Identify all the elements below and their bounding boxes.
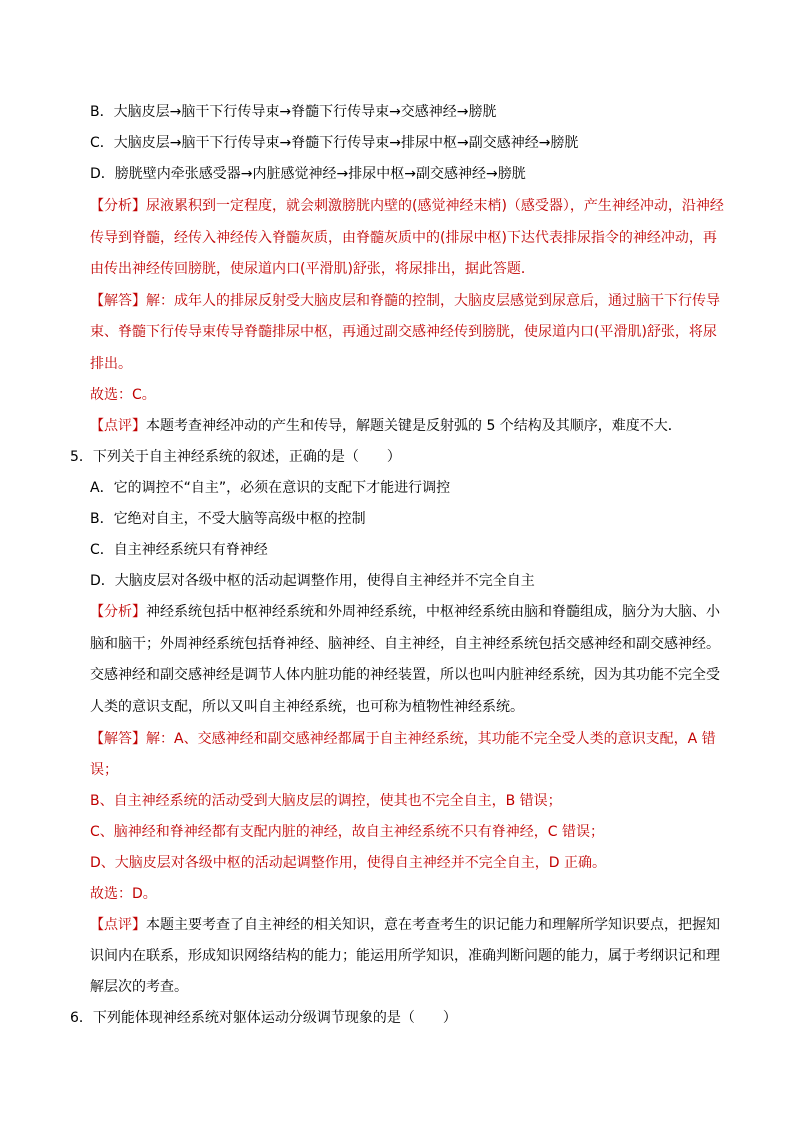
q5-answer-line-2: 误； (90, 762, 118, 778)
q5-analysis-line-4: 人类的意识支配，所以又叫自主神经系统，也可称为植物性神经系统。 (90, 699, 524, 715)
q5-answer-line-3: B、自主神经系统的活动受到大脑皮层的调控，使其也不完全自主，B 错误； (90, 793, 562, 809)
q5-choice: 故选：D。 (90, 886, 157, 902)
q4-answer-line-1 (90, 291, 720, 311)
q4-analysis-tag: 【分析】 (90, 198, 146, 214)
q5-option-c: C．自主神经系统只有脊神经 (90, 542, 268, 558)
q4-answer-line-3: 排出。 (90, 356, 132, 372)
q4-comment-text: 本题考查神经冲动的产生和传导，解题关键是反射弧的 5 个结构及其顺序，难度不大． (146, 418, 682, 434)
q4-analysis-line-2: 传导到脊髓，经传入神经传入脊髓灰质，由脊髓灰质中的(排尿中枢)下达代表排尿指令的神经冲动，再 (90, 230, 717, 246)
q5-answer-line-4: C、脑神经和脊神经都有支配内脏的神经，故自主神经系统不只有脊神经，C 错误； (90, 824, 604, 840)
q5-analysis-line-3: 交感神经和副交感神经是调节人体内脏功能的神经装置，所以也叫内脏神经系统，因为其功能不完全受 (90, 667, 720, 683)
q4-analysis-text-1: 尿液累积到一定程度，就会刺激膀胱内壁的(感觉神经末梢)（感受器），产生神经冲动，沿神经 (146, 198, 724, 214)
q5-answer-tag: 【解答】 (90, 731, 146, 747)
q5-answer-text-1: 解：A、交感神经和副交感神经都属于自主神经系统，其功能不完全受人类的意识支配，A 错 (146, 731, 716, 747)
q4-comment-line (90, 416, 682, 436)
q4-answer-text-1: 解：成年人的排尿反射受大脑皮层和脊髓的控制，大脑皮层感觉到尿意后，通过脑干下行传导 (146, 293, 720, 309)
q4-analysis-line-3: 由传出神经传回膀胱，使尿道内口(平滑肌)舒张，将尿排出，据此答题． (90, 261, 535, 277)
q4-comment-tag: 【点评】 (90, 418, 146, 434)
q5-answer-line-1 (90, 729, 716, 749)
q5-comment-line-2: 识间内在联系，形成知识网络结构的能力；能运用所学知识，准确判断问题的能力，属于考纲识记和理 (90, 948, 720, 964)
q5-analysis-line-1 (90, 602, 720, 622)
q5-analysis-line-2: 脑和脑干；外周神经系统包括脊神经、脑神经、自主神经，自主神经系统包括交感神经和副交感神经。 (90, 636, 720, 652)
q4-answer-tag: 【解答】 (90, 293, 146, 309)
q4-analysis-line-1 (90, 196, 724, 216)
q5-comment-line-1 (90, 915, 720, 935)
q4-answer-line-2: 束、脊髓下行传导束传导脊髓排尿中枢，再通过副交感神经传到膀胱，使尿道内口(平滑肌)舒张，将尿 (90, 324, 717, 340)
q5-answer-line-5: D、大脑皮层对各级中枢的活动起调整作用，使得自主神经并不完全自主，D 正确。 (90, 855, 607, 871)
q5-comment-line-3: 解层次的考查。 (90, 979, 188, 995)
q4-option-c: C．大脑皮层→脑干下行传导束→脊髓下行传导束→排尿中枢→副交感神经→膀胱 (90, 135, 579, 151)
q5-stem: 5．下列关于自主神经系统的叙述，正确的是（ ） (70, 449, 401, 465)
q4-option-d: D．膀胱壁内牵张感受器→内脏感觉神经→排尿中枢→副交感神经→膀胱 (90, 166, 526, 182)
q5-option-d: D．大脑皮层对各级中枢的活动起调整作用，使得自主神经并不完全自主 (90, 573, 535, 589)
q5-analysis-tag: 【分析】 (90, 604, 146, 620)
q4-option-b: B．大脑皮层→脑干下行传导束→脊髓下行传导束→交感神经→膀胱 (90, 104, 497, 120)
q5-option-a: A．它的调控不“自主”，必须在意识的支配下才能进行调控 (90, 480, 451, 496)
q5-comment-text-1: 本题主要考查了自主神经的相关知识，意在考查考生的识记能力和理解所学知识要点，把握知 (146, 917, 720, 933)
q5-analysis-text-1: 神经系统包括中枢神经系统和外周神经系统，中枢神经系统由脑和脊髓组成，脑分为大脑、小 (146, 604, 720, 620)
q5-comment-tag: 【点评】 (90, 917, 146, 933)
q6-stem: 6．下列能体现神经系统对躯体运动分级调节现象的是（ ） (70, 1010, 457, 1026)
q5-option-b: B．它绝对自主，不受大脑等高级中枢的控制 (90, 511, 366, 527)
q4-choice: 故选：C。 (90, 387, 156, 403)
